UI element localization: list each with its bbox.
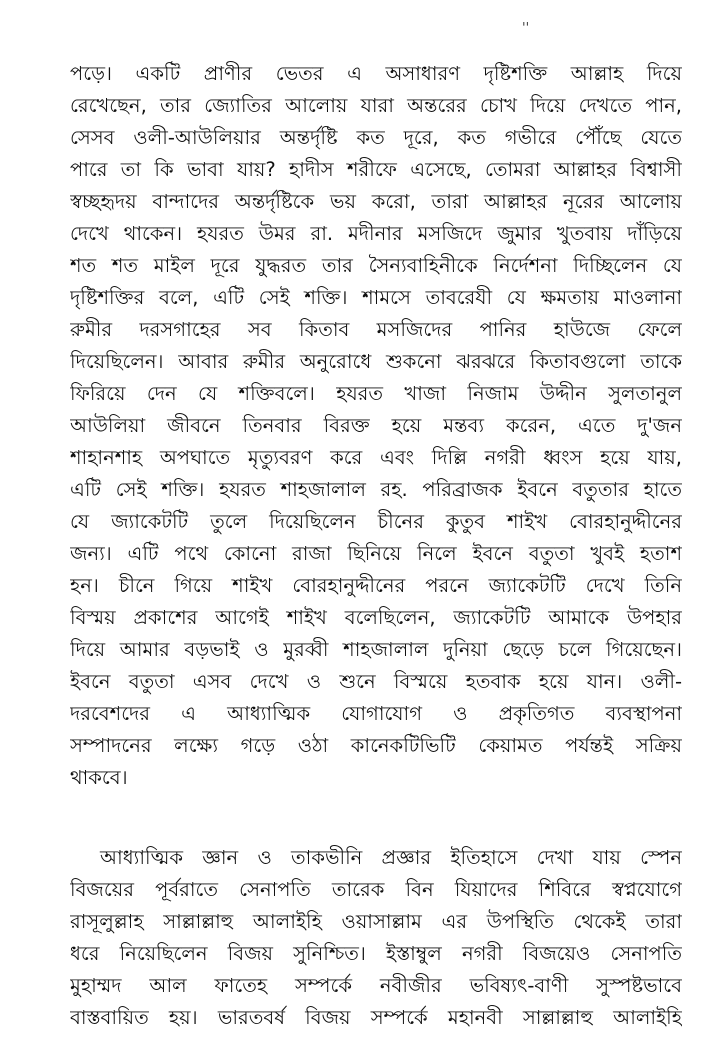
- text-line: স্বচ্ছহৃদয় বান্দাদের অন্তর্দৃষ্টিকে ভয় করো, তারা আল্লাহর নূরের আলোয়: [70, 190, 682, 213]
- text-line: থাকবে।: [70, 766, 128, 789]
- text-line: ইবনে বতুতা এসব দেখে ও শুনে বিস্ময়ে হতবাক হয়ে যান। ওলী-: [70, 670, 682, 693]
- text-line: রাসূলুল্লাহ সাল্লাল্লাহু আলাইহি ওয়াসাল্লাম এর উপস্থিতি থেকেই তারা: [70, 910, 682, 933]
- text-line: ফিরিয়ে দেন যে শক্তিবলে। হযরত খাজা নিজাম উদ্দীন সুলতানুল: [70, 382, 682, 405]
- text-line: আউলিয়া জীবনে তিনবার বিরক্ত হয়ে মন্তব্য করেন, এতে দু'জন: [70, 414, 682, 437]
- text-line: শাহানশাহ অপঘাতে মৃত্যুবরণ করে এবং দিল্লি নগরী ধ্বংস হয়ে যায়,: [70, 446, 682, 469]
- text-line: দৃষ্টিশক্তির বলে, এটি সেই শক্তি। শামসে তাবরেযী যে ক্ষমতায় মাওলানা: [70, 286, 682, 309]
- text-line: মুহাম্মদ আল ফাতেহ সম্পর্কে নবীজীর ভবিষ্যৎ-বাণী সুস্পষ্টভাবে: [70, 974, 682, 997]
- text-line: রেখেছেন, তার জ্যোতির আলোয় যারা অন্তরের চোখ দিয়ে দেখতে পান,: [70, 94, 682, 117]
- text-line: পড়ে। একটি প্রাণীর ভেতর এ অসাধারণ দৃষ্টিশক্তি আল্লাহ দিয়ে: [70, 62, 682, 85]
- text-line: রুমীর দরসগাহের সব কিতাব মসজিদের পানির হাউজে ফেলে: [70, 318, 682, 341]
- text-line: সেসব ওলী-আউলিয়ার অন্তর্দৃষ্টি কত দূরে, কত গভীরে পৌঁছে যেতে: [70, 126, 682, 149]
- text-line: শত শত মাইল দূরে যুদ্ধরত তার সৈন্যবাহিনীকে নির্দেশনা দিচ্ছিলেন যে: [70, 254, 682, 277]
- paragraph-2: [70, 842, 682, 1034]
- text-line: ধরে নিয়েছিলেন বিজয় সুনিশ্চিত। ইস্তাম্বুল নগরী বিজয়েও সেনাপতি: [70, 942, 682, 965]
- text-line: এটি সেই শক্তি। হযরত শাহজালাল রহ. পরিব্রাজক ইবনে বতুতার হাতে: [70, 478, 682, 501]
- corner-mark: '': [522, 21, 530, 36]
- text-line: বিস্ময় প্রকাশের আগেই শাইখ বলেছিলেন, জ্যাকেটটি আমাকে উপহার: [70, 606, 682, 629]
- text-line: সম্পাদনের লক্ষ্যে গড়ে ওঠা কানেকটিভিটি কেয়ামত পর্যন্তই সক্রিয়: [70, 734, 682, 757]
- text-line: দরবেশদের এ আধ্যাত্মিক যোগাযোগ ও প্রকৃতিগত ব্যবস্থাপনা: [70, 702, 682, 725]
- text-line: দিয়ে আমার বড়ভাই ও মুরব্বী শাহজালাল দুনিয়া ছেড়ে চলে গিয়েছেন।: [70, 638, 682, 661]
- text-line: দেখে থাকেন। হযরত উমর রা. মদীনার মসজিদে জুমার খুতবায় দাঁড়িয়ে: [70, 222, 682, 245]
- text-line: দিয়েছিলেন। আবার রুমীর অনুরোধে শুকনো ঝরঝরে কিতাবগুলো তাকে: [70, 350, 682, 373]
- paragraph-1: [70, 58, 682, 794]
- text-line: বিজয়ের পূর্বরাতে সেনাপতি তারেক বিন যিয়াদের শিবিরে স্বপ্নযোগে: [70, 878, 682, 901]
- text-line: আধ্যাত্মিক জ্ঞান ও তাকভীনি প্রজ্ঞার ইতিহাসে দেখা যায় স্পেন: [100, 846, 682, 869]
- text-line: জন্য। এটি পথে কোনো রাজা ছিনিয়ে নিলে ইবনে বতুতা খুবই হতাশ: [70, 542, 682, 565]
- text-line: যে জ্যাকেটটি তুলে দিয়েছিলেন চীনের কুতুব শাইখ বোরহানুদ্দীনের: [70, 510, 682, 533]
- text-line: বাস্তবায়িত হয়। ভারতবর্ষ বিজয় সম্পর্কে মহানবী সাল্লাল্লাহু আলাইহি: [70, 1006, 682, 1029]
- text-line: হন। চীনে গিয়ে শাইখ বোরহানুদ্দীনের পরনে জ্যাকেটটি দেখে তিনি: [70, 574, 682, 597]
- text-line: পারে তা কি ভাবা যায়? হাদীস শরীফে এসেছে, তোমরা আল্লাহর বিশ্বাসী: [70, 158, 682, 181]
